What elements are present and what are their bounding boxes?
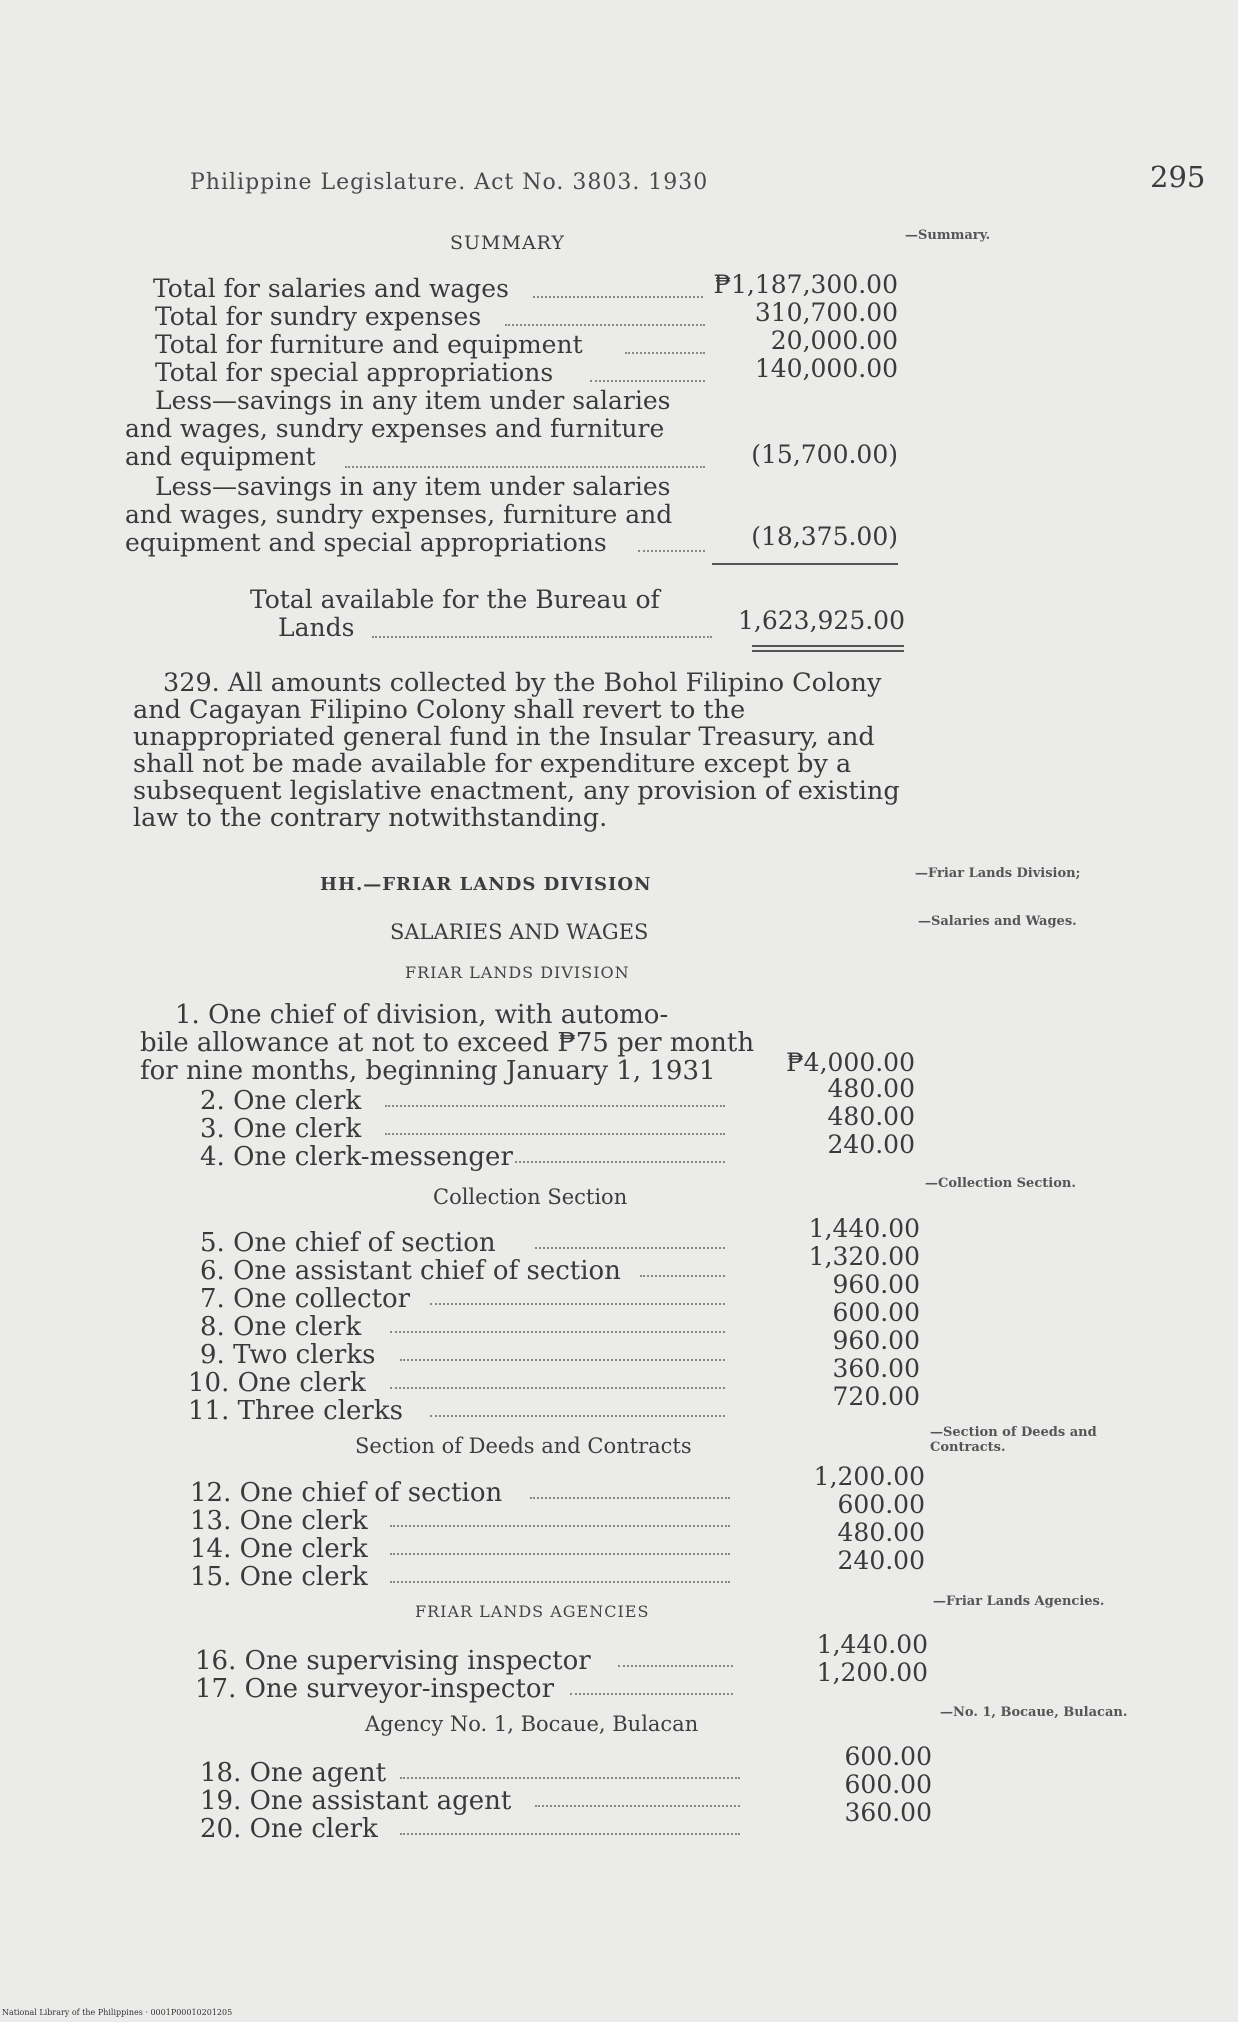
collection-margin-note: —Collection Section. bbox=[925, 1176, 1076, 1191]
agencies-heading: FRIAR LANDS AGENCIES bbox=[415, 1602, 650, 1621]
item-1-line1: 1. One chief of division, with automo- bbox=[175, 1000, 669, 1030]
list-item-label: 16. One supervising inspector bbox=[195, 1646, 591, 1676]
summary-line-label: Total for special appropriations bbox=[155, 358, 554, 387]
dot-leader bbox=[385, 1105, 725, 1107]
dot-leader bbox=[515, 1161, 725, 1163]
list-item-label: 3. One clerk bbox=[200, 1114, 362, 1144]
dot-leader bbox=[372, 636, 712, 638]
dot-leader bbox=[385, 1133, 725, 1135]
dot-leader bbox=[390, 1553, 730, 1555]
dot-leader bbox=[535, 1805, 740, 1807]
summary-line-label: Total for furniture and equipment bbox=[155, 330, 583, 359]
dot-leader bbox=[390, 1581, 730, 1583]
total-available-line2: Lands bbox=[278, 613, 355, 642]
list-item-amount: 960.00 bbox=[832, 1326, 920, 1355]
less-savings-2-line3: equipment and special appropriations bbox=[125, 528, 607, 557]
list-item-amount: 600.00 bbox=[832, 1298, 920, 1327]
less-savings-1-amount: (15,700.00) bbox=[751, 440, 898, 469]
list-item-amount: 1,440.00 bbox=[808, 1214, 920, 1243]
list-item-amount: 240.00 bbox=[827, 1130, 915, 1159]
dot-leader bbox=[640, 1275, 725, 1277]
list-item-label: 19. One assistant agent bbox=[200, 1786, 512, 1816]
list-item-amount: 1,200.00 bbox=[813, 1462, 925, 1491]
list-item-label: 17. One surveyor-inspector bbox=[195, 1674, 554, 1704]
list-item-amount: 1,440.00 bbox=[816, 1630, 928, 1659]
list-item-label: 11. Three clerks bbox=[188, 1396, 403, 1426]
list-item-amount: 600.00 bbox=[844, 1770, 932, 1799]
total-available-line1: Total available for the Bureau of bbox=[250, 585, 660, 614]
summary-line-label: Total for sundry expenses bbox=[155, 302, 482, 331]
dot-leader bbox=[400, 1777, 740, 1779]
list-item-amount: 600.00 bbox=[844, 1742, 932, 1771]
agency-1-heading: Agency No. 1, Bocaue, Bulacan bbox=[365, 1712, 699, 1736]
summary-heading: SUMMARY bbox=[450, 232, 565, 254]
less-savings-2-amount: (18,375.00) bbox=[751, 522, 898, 551]
list-item-label: 20. One clerk bbox=[200, 1814, 378, 1844]
list-item-label: 7. One collector bbox=[200, 1284, 411, 1314]
dot-leader bbox=[530, 1497, 730, 1499]
dot-leader bbox=[400, 1359, 725, 1361]
list-item-amount: 1,320.00 bbox=[808, 1242, 920, 1271]
list-item-amount: 480.00 bbox=[827, 1074, 915, 1103]
summary-line-amount: ₱1,187,300.00 bbox=[713, 270, 898, 299]
item-1-line2: bile allowance at not to exceed ₱75 per month bbox=[140, 1028, 755, 1058]
summary-line-amount: 20,000.00 bbox=[770, 326, 898, 355]
list-item-amount: 360.00 bbox=[844, 1798, 932, 1827]
running-head: Philippine Legislature. Act No. 3803. 1930 bbox=[190, 170, 709, 195]
list-item-amount: 720.00 bbox=[832, 1382, 920, 1411]
dot-leader bbox=[533, 296, 703, 298]
list-item-amount: 480.00 bbox=[827, 1102, 915, 1131]
list-item-label: 5. One chief of section bbox=[200, 1228, 496, 1258]
friar-lands-subheading: FRIAR LANDS DIVISION bbox=[405, 963, 630, 982]
less-savings-2-line2: and wages, sundry expenses, furniture and bbox=[125, 500, 673, 529]
dot-leader bbox=[505, 324, 705, 326]
item-1-line3: for nine months, beginning January 1, 1931 bbox=[140, 1056, 716, 1086]
list-item-amount: 600.00 bbox=[837, 1490, 925, 1519]
dot-leader bbox=[638, 550, 705, 552]
less-savings-1-line3: and equipment bbox=[125, 442, 316, 471]
list-item-label: 4. One clerk-messenger bbox=[200, 1142, 513, 1172]
list-item-label: 8. One clerk bbox=[200, 1312, 362, 1342]
summary-line-amount: 140,000.00 bbox=[754, 354, 898, 383]
division-heading: HH.—FRIAR LANDS DIVISION bbox=[320, 874, 652, 895]
list-item-label: 18. One agent bbox=[200, 1758, 387, 1788]
list-item-amount: 240.00 bbox=[837, 1546, 925, 1575]
less-savings-2-line1: Less—savings in any item under salaries bbox=[155, 472, 671, 501]
less-savings-1-line2: and wages, sundry expenses and furniture bbox=[125, 414, 665, 443]
dot-leader bbox=[400, 1833, 740, 1835]
list-item-label: 12. One chief of section bbox=[190, 1478, 503, 1508]
subtotal-rule bbox=[712, 563, 898, 565]
dot-leader bbox=[430, 1303, 725, 1305]
dot-leader bbox=[345, 466, 705, 468]
list-item-label: 15. One clerk bbox=[190, 1562, 368, 1592]
agency-1-margin-note: —No. 1, Bocaue, Bulacan. bbox=[940, 1705, 1128, 1720]
item-1-amount: ₱4,000.00 bbox=[786, 1048, 915, 1077]
list-item-label: 14. One clerk bbox=[190, 1534, 368, 1564]
list-item-amount: 480.00 bbox=[837, 1518, 925, 1547]
dot-leader bbox=[390, 1331, 725, 1333]
summary-margin-note: —Summary. bbox=[905, 228, 991, 243]
dot-leader bbox=[590, 380, 705, 382]
list-item-amount: 360.00 bbox=[832, 1354, 920, 1383]
dot-leader bbox=[618, 1665, 733, 1667]
dot-leader bbox=[570, 1693, 733, 1695]
footer-credit: National Library of the Philippines · 0001P00010201205 bbox=[2, 2008, 233, 2017]
list-item-label: 2. One clerk bbox=[200, 1086, 362, 1116]
deeds-margin-note: —Section of Deeds and Contracts. bbox=[930, 1425, 1097, 1455]
dot-leader bbox=[535, 1247, 725, 1249]
dot-leader bbox=[390, 1387, 725, 1389]
list-item-label: 6. One assistant chief of section bbox=[200, 1256, 621, 1286]
deeds-heading: Section of Deeds and Contracts bbox=[355, 1434, 692, 1458]
salaries-heading: SALARIES AND WAGES bbox=[390, 920, 649, 944]
agencies-margin-note: —Friar Lands Agencies. bbox=[933, 1594, 1105, 1609]
collection-heading: Collection Section bbox=[433, 1185, 628, 1209]
summary-line-amount: 310,700.00 bbox=[754, 298, 898, 327]
list-item-label: 10. One clerk bbox=[188, 1368, 366, 1398]
list-item-label: 9. Two clerks bbox=[200, 1340, 376, 1370]
total-available-amount: 1,623,925.00 bbox=[738, 606, 905, 635]
summary-line-label: Total for salaries and wages bbox=[153, 274, 509, 303]
section-329-text: 329. All amounts collected by the Bohol Filipino Colony and Cagayan Filipino Colony shall revert to the unappropriated general fund in the Insular Treasury, and shall not be made available for expenditure except by a subsequent legislative enactment, any provision of existing law to the contrary notwithstanding. bbox=[133, 668, 900, 833]
list-item-amount: 960.00 bbox=[832, 1270, 920, 1299]
list-item-label: 13. One clerk bbox=[190, 1506, 368, 1536]
page-number: 295 bbox=[1150, 160, 1206, 194]
dot-leader bbox=[390, 1525, 730, 1527]
division-margin-note: —Friar Lands Division; bbox=[915, 866, 1081, 881]
dot-leader bbox=[625, 352, 705, 354]
salaries-margin-note: —Salaries and Wages. bbox=[918, 914, 1077, 929]
total-double-rule bbox=[752, 645, 904, 652]
dot-leader bbox=[430, 1415, 725, 1417]
list-item-amount: 1,200.00 bbox=[816, 1658, 928, 1687]
less-savings-1-line1: Less—savings in any item under salaries bbox=[155, 386, 671, 415]
